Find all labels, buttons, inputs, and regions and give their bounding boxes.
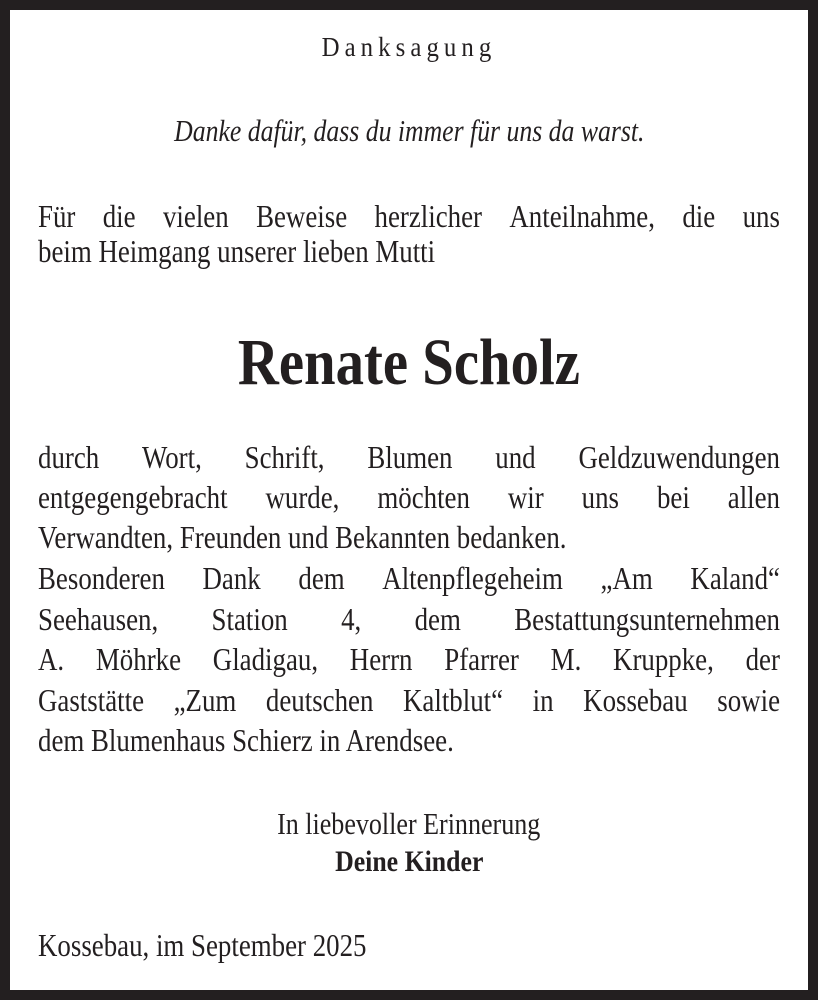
word: dem — [298, 560, 345, 596]
justified-words — [38, 562, 780, 594]
body-line-2 — [38, 481, 780, 513]
word: Altenpflegeheim — [382, 560, 563, 596]
word: Kruppke, — [613, 641, 714, 677]
body-line-3: Verwandten, Freunden und Bekannten bedanken. — [38, 519, 567, 555]
word: uns — [742, 198, 780, 234]
justified-words — [38, 200, 780, 232]
word: M. — [550, 641, 582, 677]
word: Gladigau, — [212, 641, 319, 677]
deceased-name: Renate Scholz — [237, 326, 581, 399]
justified-words — [38, 441, 780, 473]
closing-line: In liebevoller Erinnerung — [277, 806, 541, 841]
word: durch — [38, 439, 100, 475]
word: entgegengebracht — [38, 479, 228, 515]
word: in — [532, 682, 554, 718]
body-line-1 — [38, 441, 780, 473]
word: möchten — [377, 479, 470, 515]
word: „Am — [600, 560, 653, 596]
word: Blumen — [367, 439, 453, 475]
word: Wort, — [142, 439, 202, 475]
word: Möhrke — [95, 641, 182, 677]
body-line-6 — [38, 643, 780, 675]
word: Dank — [202, 560, 261, 596]
place-date: Kossebau, im September 2025 — [38, 927, 367, 963]
body-line-8: dem Blumenhaus Schierz in Arendsee. — [38, 722, 454, 758]
word: sowie — [717, 682, 780, 718]
body-line-5 — [38, 603, 780, 635]
body-line-7 — [38, 684, 780, 716]
signature: Deine Kinder — [334, 845, 484, 878]
word: und — [495, 439, 536, 475]
intro-line-1 — [38, 200, 780, 232]
word: 4, — [341, 601, 362, 637]
word: die — [682, 198, 716, 234]
word: allen — [727, 479, 780, 515]
word: Schrift, — [244, 439, 325, 475]
word: dem — [414, 601, 461, 637]
justified-words — [38, 684, 780, 716]
word: „Zum — [173, 682, 237, 718]
word: Kaltblut“ — [403, 682, 504, 718]
word: Beweise — [256, 198, 348, 234]
word: Herrn — [349, 641, 413, 677]
word: Seehausen, — [38, 601, 159, 637]
word: die — [102, 198, 136, 234]
word: uns — [581, 479, 620, 515]
word: Anteilnahme, — [509, 198, 655, 234]
word: vielen — [162, 198, 229, 234]
word: A. — [38, 641, 65, 677]
notice-title: Danksagung — [321, 32, 497, 62]
word: deutschen — [265, 682, 374, 718]
word: Für — [38, 198, 76, 234]
word: Kaland“ — [690, 560, 780, 596]
word: Bestattungsunternehmen — [514, 601, 780, 637]
word: wir — [507, 479, 544, 515]
justified-words — [38, 481, 780, 513]
word: Gaststätte — [38, 682, 144, 718]
intro-line-2: beim Heimgang unserer lieben Mutti — [38, 233, 436, 269]
word: herzlicher — [374, 198, 482, 234]
word: Station — [211, 601, 288, 637]
word: wurde, — [265, 479, 340, 515]
notice-motto: Danke dafür, dass du immer für uns da warst. — [173, 113, 645, 148]
word: der — [745, 641, 780, 677]
justified-words — [38, 603, 780, 635]
word: Besonderen — [38, 560, 165, 596]
word: Pfarrer — [444, 641, 519, 677]
body-line-4 — [38, 562, 780, 594]
word: bei — [656, 479, 690, 515]
word: Geldzuwendungen — [578, 439, 780, 475]
justified-words — [38, 643, 780, 675]
word: Kossebau — [583, 682, 688, 718]
